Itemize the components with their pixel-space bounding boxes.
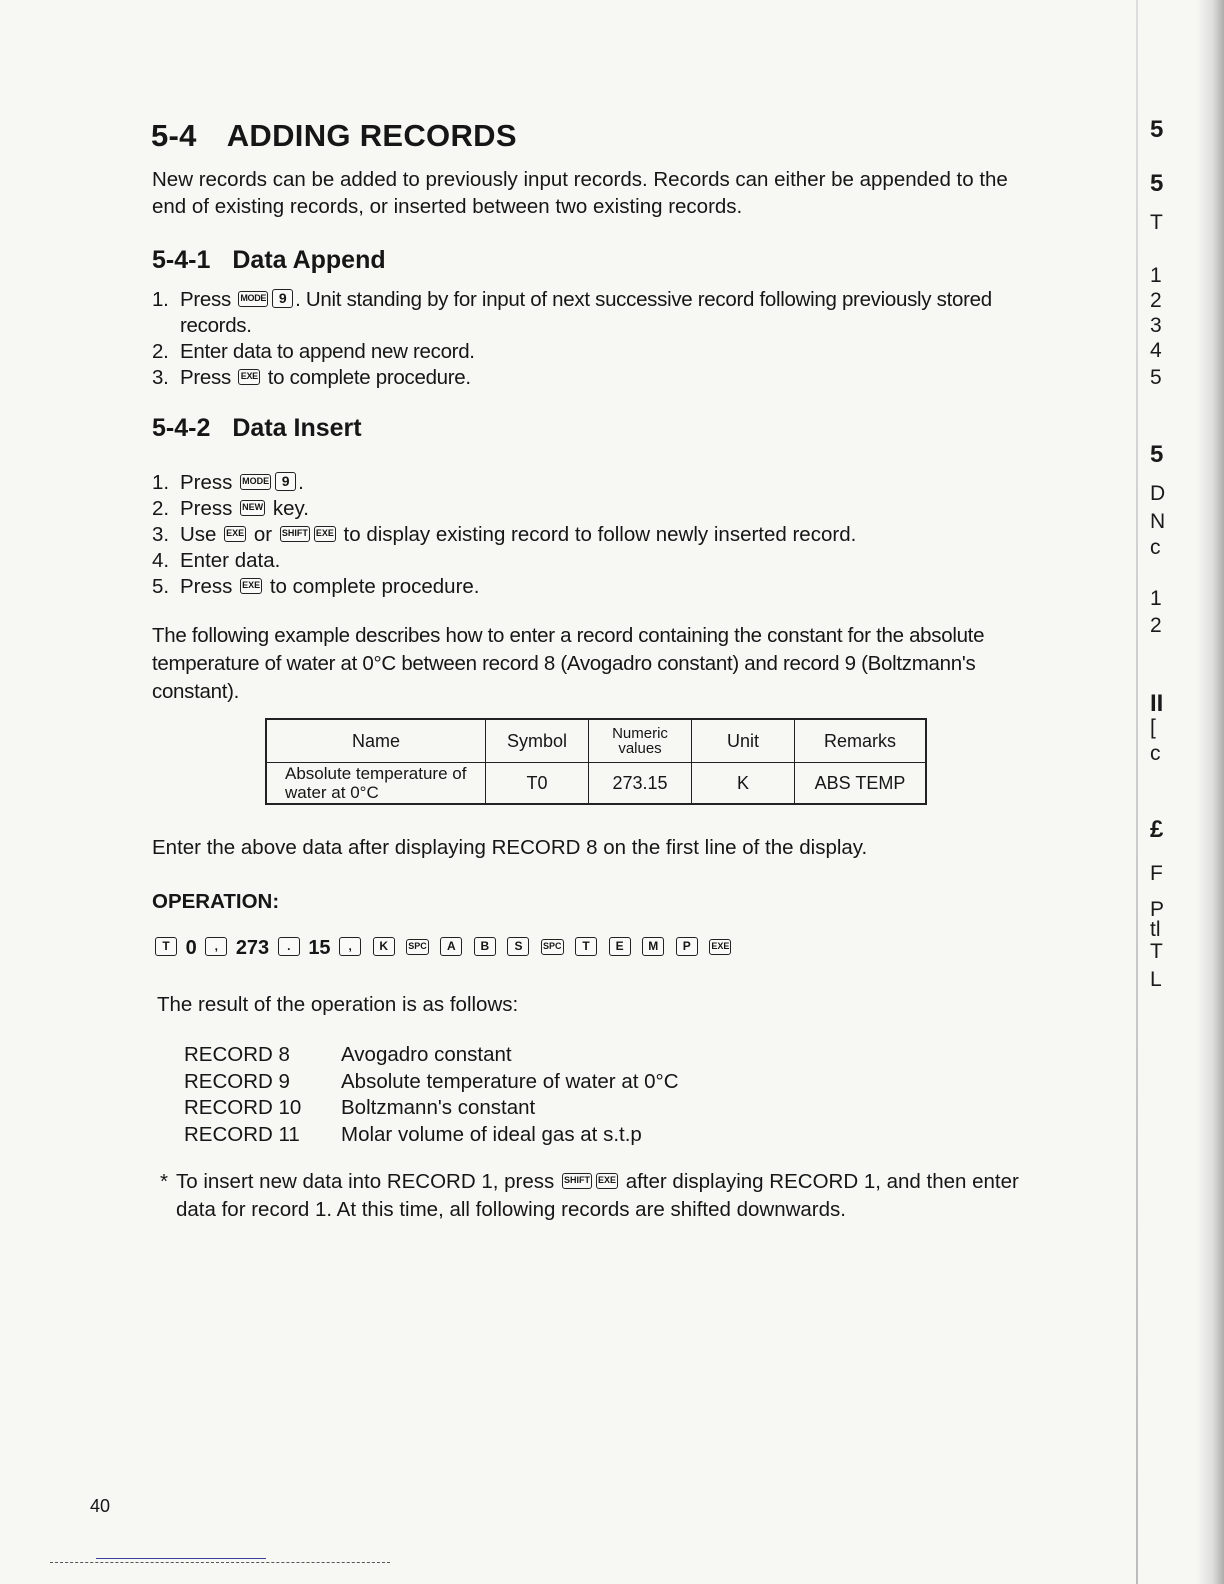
spc-key-icon: SPC [541,939,564,955]
after-table-text: Enter the above data after displaying RECORD 8 on the first line of the display. [152,836,868,859]
exe-key-icon: EXE [596,1173,618,1189]
page-number: 40 [90,1496,111,1516]
header-name: Name [266,719,486,763]
cell-unit: K [692,763,795,805]
shift-key-icon: SHIFT [280,526,310,542]
example-paragraph: The following example describes how to enter a record containing the constant for the absolute temperature of water at 0°C between record 8 (Avogadro constant) and record 9 (Boltzmann's constant). [152,624,985,703]
header-remarks: Remarks [795,719,927,763]
exe-key-icon: EXE [709,939,731,955]
s-key-icon: S [507,937,529,956]
table-row [266,763,926,805]
header-symbol: Symbol [486,719,589,763]
k-key-icon: K [373,937,395,956]
header-unit: Unit [692,719,795,763]
record-table [265,718,927,805]
list-item: RECORD 9 Absolute temperature of water at 0°C [184,1069,679,1093]
page-fold [1136,0,1138,1584]
new-key-icon: NEW [240,500,265,516]
subsection-title: Data Insert [232,414,362,442]
list-item: RECORD 8 Avogadro constant [184,1043,512,1066]
exe-key-icon: EXE [238,369,260,385]
list-item: RECORD 10 Boltzmann's constant [184,1096,536,1119]
list-item: 4. Enter data. [152,549,281,572]
intro-paragraph: New records can be added to previously input records. Records can either be appended to the end of existing records, or inserted between two existing records. [152,168,1008,218]
a-key-icon: A [440,937,462,956]
e-key-icon: E [609,937,631,956]
insert-steps [152,470,1042,600]
list-item: 2. Press NEW key. [152,497,309,520]
point-key-icon: . [278,937,300,956]
scan-artifact [50,1562,390,1564]
nine-key-icon: 9 [272,289,293,308]
section-heading [151,118,517,154]
list-item: 3. Press EXE to complete procedure. [152,366,471,389]
cell-symbol: T0 [486,763,589,805]
footnote: * To insert new data into RECORD 1, press SHIFT EXE after displaying RECORD 1, and then enter data for record 1. At this time, all following records are shifted downwards. [160,1170,1019,1221]
subsection-heading-insert [152,414,362,443]
append-steps [152,287,1042,391]
list-item: 2. Enter data to append new record. [152,340,475,363]
result-list [184,1042,679,1148]
subsection-number: 5-4-1 [152,246,211,274]
shift-key-icon: SHIFT [562,1173,592,1189]
list-item: 3. Use EXE or SHIFT EXE to display existing record to follow newly inserted record. [152,523,857,546]
subsection-title: Data Append [232,246,386,274]
cell-remarks: ABS TEMP [795,763,927,805]
exe-key-icon: EXE [314,526,336,542]
b-key-icon: B [474,937,496,956]
list-item: 1. Press MODE 9 . [152,471,304,494]
p-key-icon: P [676,937,698,956]
subsection-number: 5-4-2 [152,414,211,442]
subsection-heading-append [152,246,386,275]
t-key-icon: T [155,937,177,956]
list-item: 5. Press EXE to complete procedure. [152,575,480,598]
section-title: ADDING RECORDS [226,118,517,153]
section-number: 5-4 [151,118,197,153]
exe-key-icon: EXE [240,578,262,594]
mode-key-icon: MODE [240,474,271,490]
result-intro: The result of the operation is as follows: [157,993,519,1016]
t-key-icon: T [575,937,597,956]
operation-label: OPERATION: [152,890,280,913]
comma-key-icon: , [205,937,227,956]
nine-key-icon: 9 [275,472,296,491]
scan-artifact [96,1558,266,1559]
list-item: 1. Press MODE 9 . Unit standing by for input of next successive record following previously stored records. [152,288,992,337]
exe-key-icon: EXE [224,526,246,542]
mode-key-icon: MODE [238,291,268,307]
adjacent-page-edge: 5 5 T 1 2 3 4 5 5 D N c 1 2 II [ c £ F P tl T L [1136,0,1224,1584]
binding-shadow [1196,0,1224,1584]
table-header-row [266,719,926,763]
asterisk: * [160,1170,168,1193]
comma-key-icon: , [339,937,361,956]
spc-key-icon: SPC [406,939,429,955]
list-item: RECORD 11 Molar volume of ideal gas at s.t.p [184,1122,642,1146]
m-key-icon: M [642,937,664,956]
cell-numeric: 273.15 [589,763,692,805]
operation-sequence: T 0 , 273 . 15 , K SPC A B S SPC T E M P EXE [152,937,734,960]
cell-name: Absolute temperature of water at 0°C [266,763,486,805]
header-numeric: Numeric values [589,719,692,763]
